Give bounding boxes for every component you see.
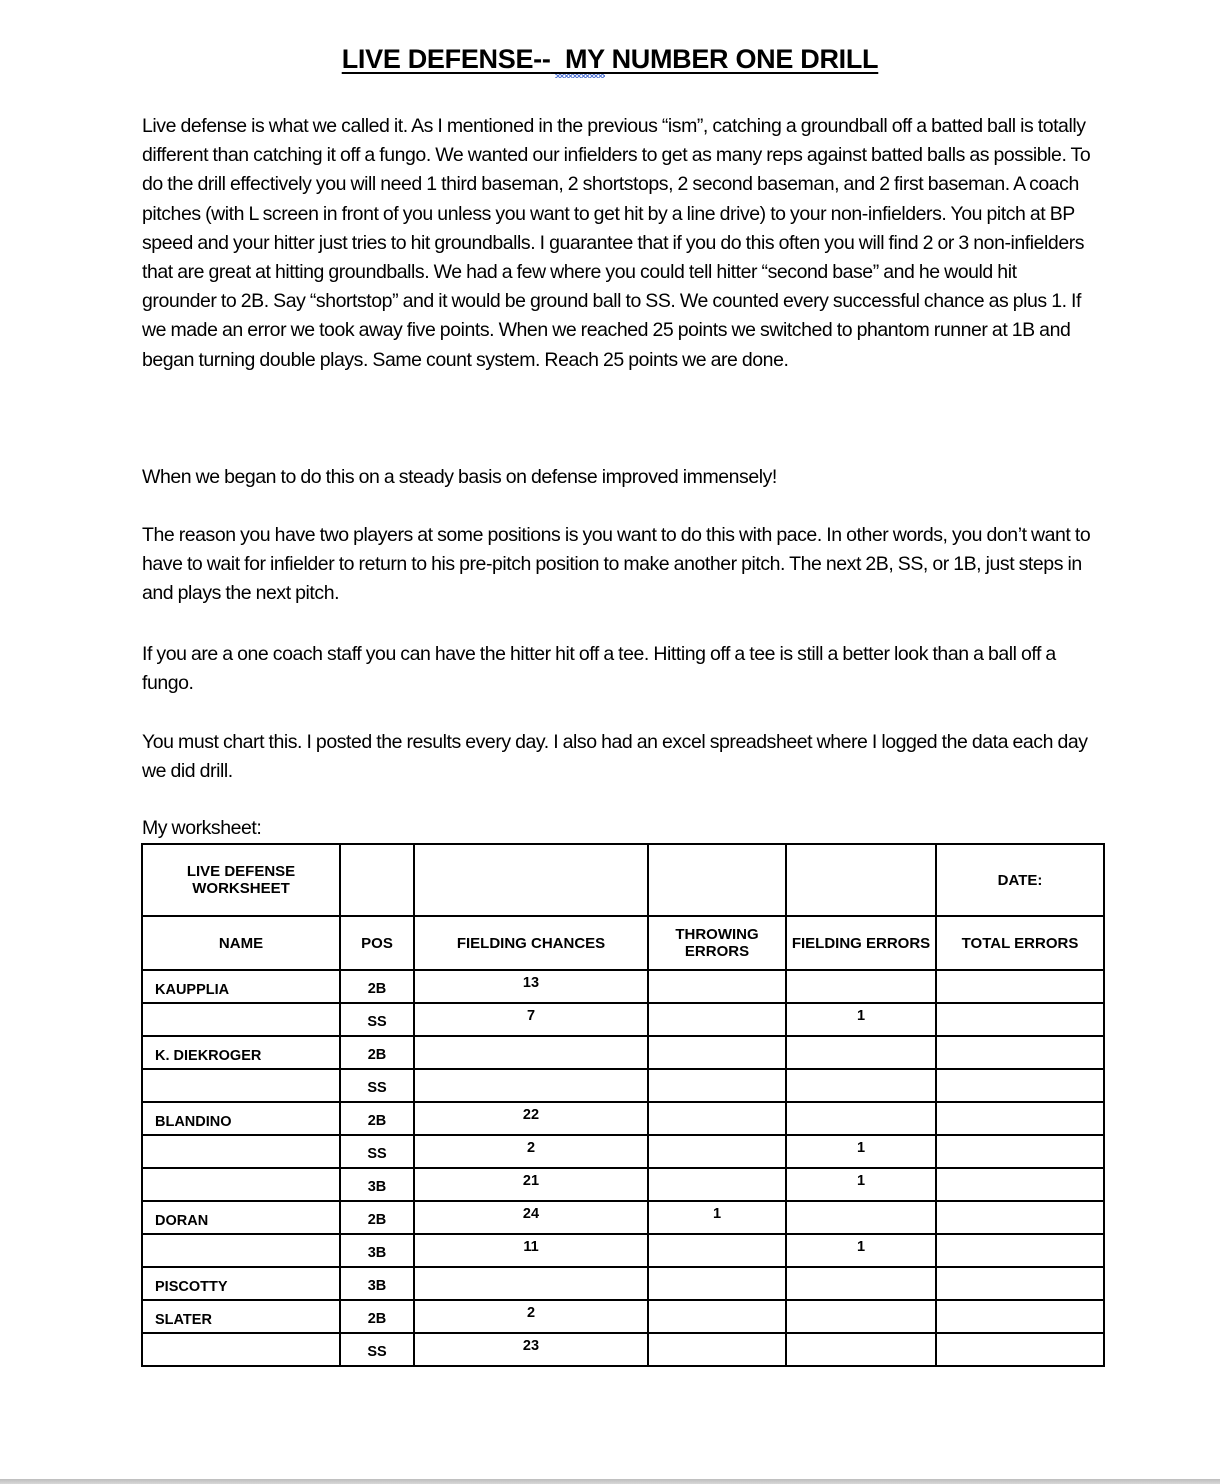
table-row: [142, 970, 1104, 1003]
cell-fielding-chances: 22: [414, 1102, 648, 1135]
cell-name: [142, 1003, 340, 1036]
cell-total-errors: [936, 1300, 1104, 1333]
cell-throwing-errors: [648, 1036, 786, 1069]
cell-name: SLATER: [142, 1300, 340, 1333]
title-part-1: LIVE DEFENSE--: [341, 44, 551, 74]
cell-fielding-chances: 21: [414, 1168, 648, 1201]
cell-total-errors: [936, 1333, 1104, 1366]
cell-pos: 2B: [340, 1300, 414, 1333]
cell-fielding-chances: 11: [414, 1234, 648, 1267]
title-part-2: MY NUMBER ONE DRILL: [550, 44, 879, 74]
table-row: [142, 1267, 1104, 1300]
cell-pos: 3B: [340, 1168, 414, 1201]
cell-throwing-errors: [648, 1300, 786, 1333]
table-row: [142, 1333, 1104, 1366]
cell-name: PISCOTTY: [142, 1267, 340, 1300]
cell-throwing-errors: [648, 1102, 786, 1135]
cell-fielding-errors: 1: [786, 1135, 936, 1168]
cell-total-errors: [936, 1201, 1104, 1234]
live-defense-worksheet-table: [141, 843, 1105, 1367]
cell-total-errors: [936, 1168, 1104, 1201]
cell-pos: 2B: [340, 1102, 414, 1135]
table-row: [142, 1003, 1104, 1036]
table-row: [142, 1036, 1104, 1069]
cell-name: DORAN: [142, 1201, 340, 1234]
cell-fielding-chances: 24: [414, 1201, 648, 1234]
empty-cell: [786, 844, 936, 916]
table-row: [142, 1300, 1104, 1333]
cell-name: [142, 1234, 340, 1267]
cell-pos: 2B: [340, 1201, 414, 1234]
empty-cell: [340, 844, 414, 916]
cell-total-errors: [936, 1003, 1104, 1036]
header-throwing-errors: THROWING ERRORS: [648, 916, 786, 970]
cell-fielding-chances: 7: [414, 1003, 648, 1036]
document-title: [0, 44, 1220, 75]
table-row: [142, 1201, 1104, 1234]
cell-total-errors: [936, 1135, 1104, 1168]
cell-throwing-errors: [648, 1234, 786, 1267]
cell-pos: 2B: [340, 970, 414, 1003]
cell-name: BLANDINO: [142, 1102, 340, 1135]
cell-fielding-chances: 2: [414, 1135, 648, 1168]
cell-fielding-chances: [414, 1069, 648, 1102]
cell-throwing-errors: [648, 1135, 786, 1168]
header-pos: POS: [340, 916, 414, 970]
cell-name: [142, 1333, 340, 1366]
cell-throwing-errors: [648, 1003, 786, 1036]
cell-pos: SS: [340, 1333, 414, 1366]
worksheet-title-row: [142, 844, 1104, 916]
cell-pos: 3B: [340, 1267, 414, 1300]
cell-pos: 2B: [340, 1036, 414, 1069]
empty-cell: [648, 844, 786, 916]
cell-total-errors: [936, 970, 1104, 1003]
table-row: [142, 1168, 1104, 1201]
date-label: DATE:: [936, 844, 1104, 916]
cell-fielding-chances: [414, 1036, 648, 1069]
cell-fielding-errors: [786, 1036, 936, 1069]
empty-cell: [414, 844, 648, 916]
cell-throwing-errors: [648, 1168, 786, 1201]
cell-fielding-errors: [786, 1102, 936, 1135]
cell-fielding-errors: [786, 1300, 936, 1333]
page-bottom-edge: [0, 1479, 1220, 1484]
cell-fielding-errors: [786, 1201, 936, 1234]
cell-fielding-chances: 13: [414, 970, 648, 1003]
cell-pos: SS: [340, 1069, 414, 1102]
cell-name: K. DIEKROGER: [142, 1036, 340, 1069]
cell-fielding-chances: 2: [414, 1300, 648, 1333]
cell-total-errors: [936, 1234, 1104, 1267]
worksheet-title: LIVE DEFENSE WORKSHEET: [142, 844, 340, 916]
cell-fielding-errors: 1: [786, 1234, 936, 1267]
cell-pos: 3B: [340, 1234, 414, 1267]
cell-total-errors: [936, 1102, 1104, 1135]
cell-name: [142, 1168, 340, 1201]
header-fielding-errors: FIELDING ERRORS: [786, 916, 936, 970]
cell-throwing-errors: [648, 1333, 786, 1366]
header-total-errors: TOTAL ERRORS: [936, 916, 1104, 970]
cell-throwing-errors: [648, 1267, 786, 1300]
table-row: [142, 1135, 1104, 1168]
table-row: [142, 1102, 1104, 1135]
cell-throwing-errors: 1: [648, 1201, 786, 1234]
paragraph-tee: If you are a one coach staff you can have the hitter hit off a tee. Hitting off a tee is still a better look than a ball off a fungo.: [142, 643, 1056, 695]
cell-fielding-errors: [786, 1333, 936, 1366]
worksheet-label: My worksheet:: [142, 817, 262, 839]
paragraph-chart: You must chart this. I posted the results every day. I also had an excel spreadsheet where I logged the data each day we did drill.: [142, 731, 1088, 783]
cell-fielding-errors: [786, 1267, 936, 1300]
column-header-row: [142, 916, 1104, 970]
spellcheck-underline: [555, 74, 605, 78]
cell-fielding-errors: [786, 1069, 936, 1102]
cell-name: [142, 1069, 340, 1102]
cell-name: KAUPPLIA: [142, 970, 340, 1003]
cell-fielding-errors: 1: [786, 1003, 936, 1036]
header-fielding-chances: FIELDING CHANCES: [414, 916, 648, 970]
cell-total-errors: [936, 1267, 1104, 1300]
paragraph-drill-description: Live defense is what we called it. As I mentioned in the previous “ism”, catching a groundball off a batted ball is totally different than catching it off a fungo. We wanted our infielders to get as many reps against batted balls as possible. To do the drill effectively you will need 1 third baseman, 2 shortstops, 2 second baseman, and 2 first baseman. A coach pitches (with L screen in front of you unless you want to get hit by a line drive) to your non-infielders. You pitch at BP speed and your hitter just tries to hit groundballs. I guarantee that if you do this often you will find 2 or 3 non-infielders that are great at hitting groundballs. We had a few where you could tell hitter “second base” and he would hit grounder to 2B. Say “shortstop” and it would be ground ball to SS. We counted every successful chance as plus 1. If we made an error we took away five points. When we reached 25 points we switched to phantom runner at 1B and began turning double plays. Same count system. Reach 25 points we are done.: [142, 115, 1091, 371]
cell-name: [142, 1135, 340, 1168]
cell-total-errors: [936, 1036, 1104, 1069]
cell-total-errors: [936, 1069, 1104, 1102]
cell-pos: SS: [340, 1003, 414, 1036]
cell-fielding-errors: 1: [786, 1168, 936, 1201]
paragraph-pace: The reason you have two players at some positions is you want to do this with pace. In other words, you don’t want to have to wait for infielder to return to his pre-pitch position to make another pitch. The next 2B, SS, or 1B, just steps in and plays the next pitch.: [142, 524, 1091, 605]
cell-pos: SS: [340, 1135, 414, 1168]
cell-fielding-chances: [414, 1267, 648, 1300]
header-name: NAME: [142, 916, 340, 970]
cell-fielding-errors: [786, 970, 936, 1003]
table-row: [142, 1234, 1104, 1267]
paragraph-improvement: When we began to do this on a steady basis on defense improved immensely!: [142, 466, 777, 488]
cell-throwing-errors: [648, 1069, 786, 1102]
table-row: [142, 1069, 1104, 1102]
cell-fielding-chances: 23: [414, 1333, 648, 1366]
cell-throwing-errors: [648, 970, 786, 1003]
